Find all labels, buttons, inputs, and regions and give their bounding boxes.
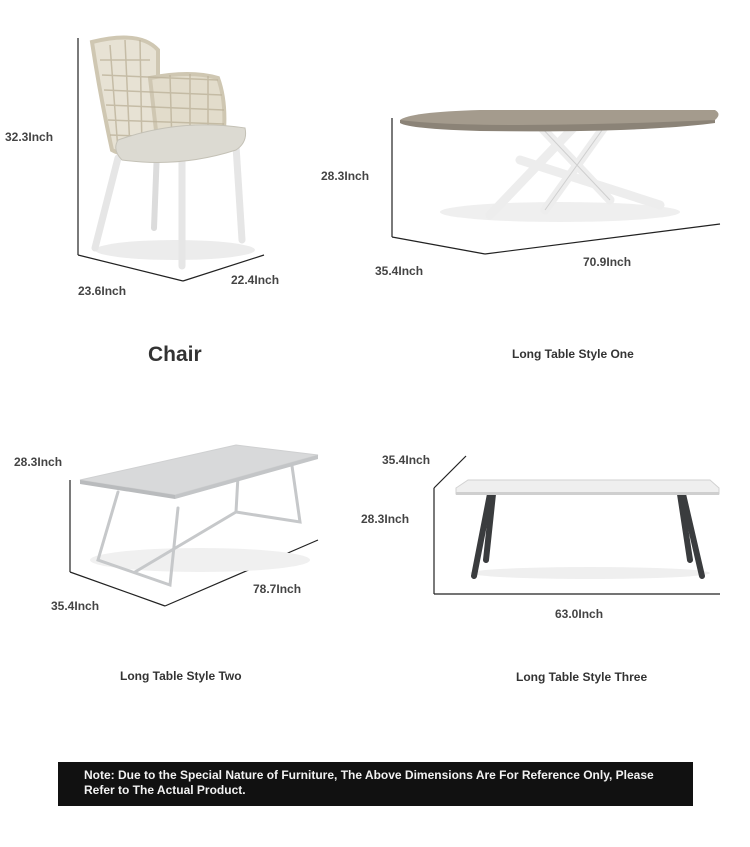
table-three-width-label: 35.4Inch <box>382 453 431 467</box>
disclaimer-text: Note: Due to the Special Nature of Furniture, The Above Dimensions Are For Reference Only, Please Refer to The Actual Product. <box>84 768 654 797</box>
table-three-title: Long Table Style Three <box>516 670 648 684</box>
disclaimer-banner <box>58 762 693 806</box>
chair-title: Chair <box>148 343 202 366</box>
table-one-height-label: 28.3Inch <box>321 169 370 183</box>
table-three-height-label: 28.3Inch <box>361 512 410 526</box>
table-two-image <box>80 445 318 585</box>
table-two-length-label: 78.7Inch <box>253 582 302 596</box>
table-one-length-label: 70.9Inch <box>583 255 632 269</box>
table-one-title: Long Table Style One <box>512 347 634 361</box>
chair-width-label: 23.6Inch <box>78 284 127 298</box>
table-two-height-label: 28.3Inch <box>14 455 63 469</box>
table-one-image <box>400 110 719 222</box>
table-two-width-label: 35.4Inch <box>51 599 100 613</box>
table-three-length-label: 63.0Inch <box>555 607 604 621</box>
chair-height-label: 32.3Inch <box>5 130 54 144</box>
chair-depth-label: 22.4Inch <box>231 273 280 287</box>
table-two-title: Long Table Style Two <box>120 669 242 683</box>
chair-image <box>92 38 255 267</box>
table-three-image <box>456 480 719 579</box>
table-one-width-label: 35.4Inch <box>375 264 424 278</box>
